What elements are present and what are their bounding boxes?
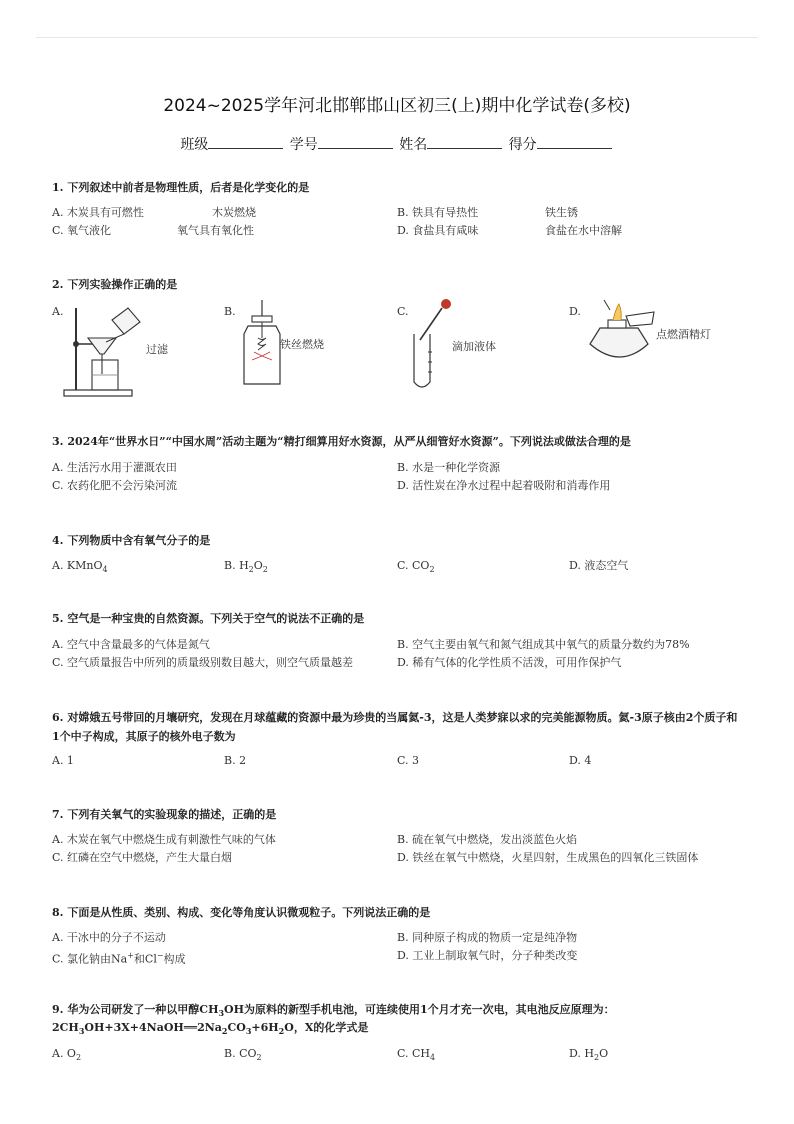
q9-option-d[interactable]: D. $H_2O$ <box>569 1047 609 1063</box>
q1-option-c[interactable]: C. 氧气液化 <box>52 224 112 237</box>
q8-option-d[interactable]: D. 工业上制取氧气时，分子种类改变 <box>397 949 578 962</box>
q2-option-c[interactable]: C. <box>397 305 409 318</box>
page-title: 2024~2025学年河北邯郸邯山区初三(上)期中化学试卷(多校) <box>163 96 631 116</box>
score-blank[interactable] <box>537 136 612 149</box>
q2-option-d[interactable]: D. <box>569 305 581 318</box>
q3-option-a[interactable]: A. 生活污水用于灌溉农田 <box>52 461 177 474</box>
q9-option-c[interactable]: C. $CH_4$ <box>397 1047 436 1063</box>
q8-option-a[interactable]: A. 干冰中的分子不运动 <box>52 931 166 944</box>
q4-option-a[interactable]: A. KMnO$_4$ <box>52 559 108 575</box>
q6-option-b[interactable]: B. 2 <box>224 754 247 767</box>
q2-option-a[interactable]: A. <box>52 305 64 318</box>
q1-option-d-second: 食盐在水中溶解 <box>545 224 622 237</box>
number-label: 学号 <box>289 137 318 153</box>
q9-option-b[interactable]: B. $CO_2$ <box>224 1047 262 1063</box>
q1-option-a-second: 木炭燃烧 <box>212 206 256 219</box>
q4-option-d[interactable]: D. 液态空气 <box>569 559 629 572</box>
name-blank[interactable] <box>427 136 502 149</box>
question-6-stem: 6. 对嫦娥五号带回的月壤研究，发现在月球蕴藏的资源中最为珍贵的当属氦-3，这是人类梦寐以求的完美能源物质。氦-3原子核由2个质子和1个中子构成，其原子的核外电子数为 <box>52 711 738 743</box>
q5-option-c[interactable]: C. 空气质量报告中所列的质量级别数目越大，则空气质量越差 <box>52 656 354 669</box>
q2-caption-filtration: 过滤 <box>146 343 168 356</box>
q4-option-b[interactable]: B. $H_2O_2$ <box>224 559 268 575</box>
top-rule <box>36 37 758 38</box>
class-label: 班级 <box>180 137 209 153</box>
q3-option-b[interactable]: B. 水是一种化学资源 <box>397 461 501 474</box>
dropping-liquid-illustration <box>406 296 456 392</box>
q3-option-d[interactable]: D. 活性炭在净水过程中起着吸附和消毒作用 <box>397 479 611 492</box>
q3-option-c[interactable]: C. 农药化肥不会污染河流 <box>52 479 178 492</box>
q1-option-c-second: 氧气具有氧化性 <box>177 224 254 237</box>
question-9-equation: $2CH_3OH+3X+4NaOH══2Na_2CO_3+6H_2O$，X的化学式是 <box>52 1021 369 1037</box>
q1-option-b[interactable]: B. 铁具有导热性 <box>397 206 479 219</box>
q7-option-d[interactable]: D. 铁丝在氧气中燃烧，火星四射，生成黑色的四氧化三铁固体 <box>397 851 699 864</box>
q2-caption-dropping: 滴加液体 <box>452 340 496 353</box>
question-5-stem: 5. 空气是一种宝贵的自然资源。下列关于空气的说法不正确的是 <box>52 612 365 625</box>
class-blank[interactable] <box>208 136 283 149</box>
question-4-stem: 4. 下列物质中含有氧气分子的是 <box>52 534 211 547</box>
student-info-line <box>0 134 794 154</box>
q1-option-a[interactable]: A. 木炭具有可燃性 <box>52 206 144 219</box>
q2-caption-iron-wire: 铁丝燃烧 <box>280 338 324 351</box>
q9-option-a[interactable]: A. $O_2$ <box>52 1047 82 1063</box>
question-8-stem: 8. 下面是从性质、类别、构成、变化等角度认识微观粒子。下列说法正确的是 <box>52 906 431 919</box>
q2-caption-alcohol-lamp: 点燃酒精灯 <box>656 328 711 341</box>
question-2-stem: 2. 下列实验操作正确的是 <box>52 278 178 291</box>
q7-option-a[interactable]: A. 木炭在氧气中燃烧生成有刺激性气味的气体 <box>52 833 276 846</box>
question-1-stem: 1. 下列叙述中前者是物理性质，后者是化学变化的是 <box>52 181 310 194</box>
q7-option-c[interactable]: C. 红磷在空气中燃烧，产生大量白烟 <box>52 851 233 864</box>
q7-option-b[interactable]: B. 硫在氧气中燃烧，发出淡蓝色火焰 <box>397 833 578 846</box>
q6-option-a[interactable]: A. 1 <box>52 754 74 767</box>
q1-option-d[interactable]: D. 食盐具有咸味 <box>397 224 479 237</box>
filtration-illustration <box>62 300 152 400</box>
alcohol-lamp-illustration <box>586 298 658 368</box>
q2-option-b[interactable]: B. <box>224 305 236 318</box>
q8-option-c[interactable]: C. 氯化钠由Na+和Cl−构成 <box>52 951 186 966</box>
score-label: 得分 <box>508 137 537 153</box>
q1-option-b-second: 铁生锈 <box>545 206 578 219</box>
question-3-stem: 3. 2024年“世界水日”“中国水周”活动主题为“精打细算用好水资源，从严从细管好水资源”。下列说法或做法合理的是 <box>52 435 631 448</box>
number-blank[interactable] <box>318 136 393 149</box>
question-9-stem: 9. 华为公司研发了一种以甲醇$CH_3OH$为原料的新型手机电池，可连续使用1个月才充一次电，其电池反应原理为： <box>52 1003 615 1019</box>
q6-option-d[interactable]: D. 4 <box>569 754 592 767</box>
q5-option-d[interactable]: D. 稀有气体的化学性质不活泼，可用作保护气 <box>397 656 622 669</box>
iron-wire-burning-illustration <box>236 298 286 390</box>
q6-option-c[interactable]: C. 3 <box>397 754 420 767</box>
q5-option-b[interactable]: B. 空气主要由氧气和氮气组成其中氧气的质量分数约为78% <box>397 638 690 651</box>
name-label: 姓名 <box>399 137 428 153</box>
q8-option-b[interactable]: B. 同种原子构成的物质一定是纯净物 <box>397 931 578 944</box>
q5-option-a[interactable]: A. 空气中含量最多的气体是氮气 <box>52 638 210 651</box>
question-7-stem: 7. 下列有关氧气的实验现象的描述，正确的是 <box>52 808 277 821</box>
q4-option-c[interactable]: C. $CO_2$ <box>397 559 435 575</box>
